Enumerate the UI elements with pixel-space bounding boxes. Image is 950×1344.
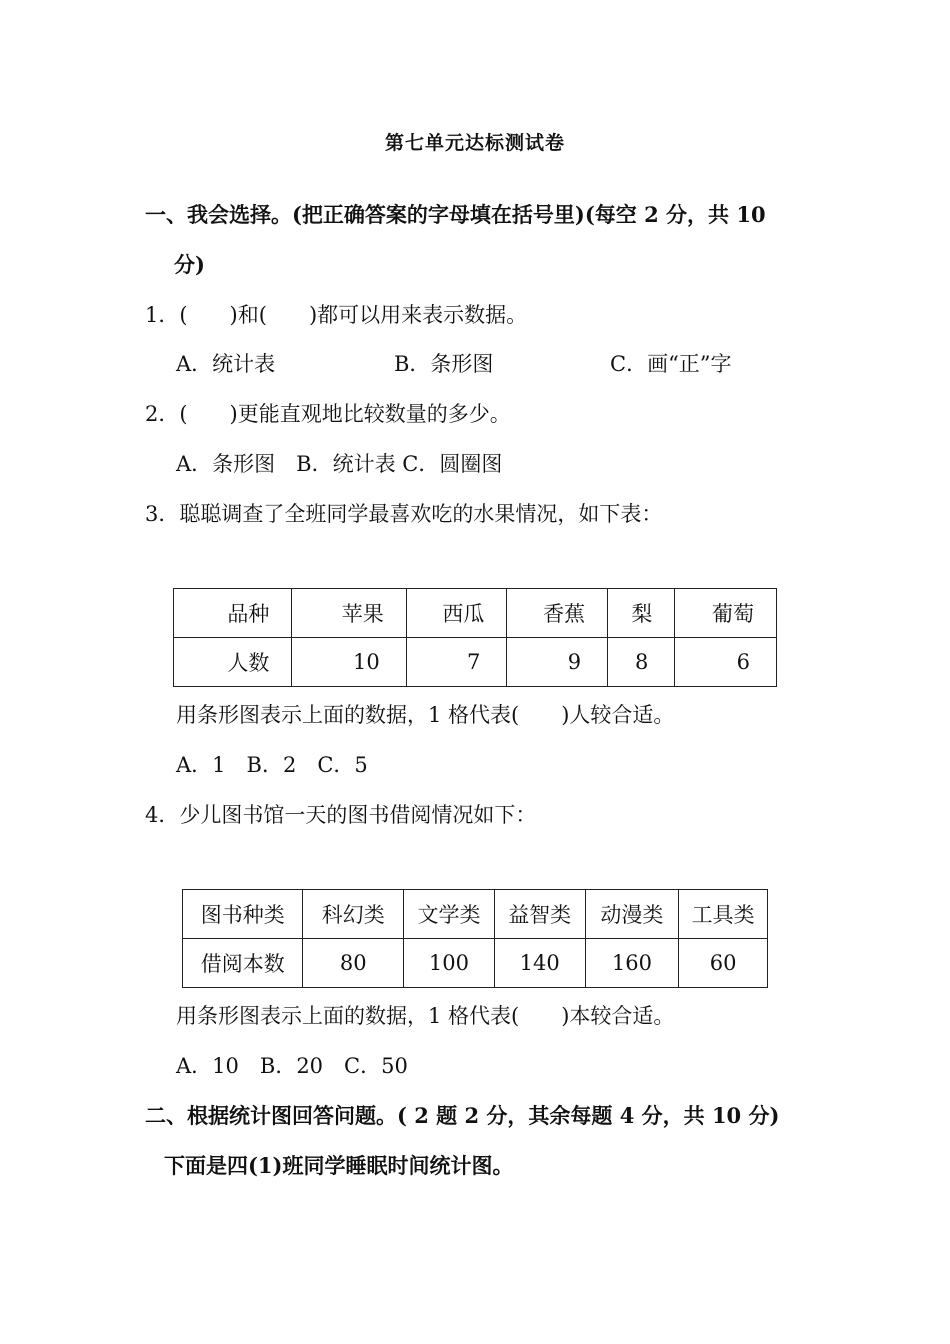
q3-question: 用条形图表示上面的数据，1 格代表( )人较合适。	[176, 703, 675, 727]
table-cell: 8	[608, 638, 675, 687]
page-title: 第七单元达标测试卷	[384, 132, 565, 154]
section2-heading: 二、根据统计图回答问题。( 2 题 2 分，其余每题 4 分，共 10 分)	[145, 1103, 780, 1128]
table-cell: 80	[303, 939, 404, 988]
table-cell: 梨	[608, 589, 675, 638]
q4-question: 用条形图表示上面的数据，1 格代表( )本较合适。	[176, 1004, 675, 1028]
section2-intro: 下面是四(1)班同学睡眠时间统计图。	[164, 1153, 514, 1178]
table-row	[183, 939, 768, 988]
table-cell: 140	[494, 939, 585, 988]
section1-heading-cont: 分)	[174, 252, 205, 277]
table-cell: 工具类	[679, 890, 768, 939]
q1-option-a: A．统计表	[176, 352, 276, 376]
q1-stem: 1．( )和( )都可以用来表示数据。	[145, 303, 528, 327]
library-table	[182, 889, 768, 988]
table-cell: 文学类	[404, 890, 495, 939]
section1-heading: 一、我会选择。(把正确答案的字母填在括号里)(每空 2 分，共 10	[145, 202, 766, 227]
q3-stem: 3．聪聪调查了全班同学最喜欢吃的水果情况，如下表：	[145, 502, 663, 526]
table-row	[174, 589, 777, 638]
q1-options	[176, 348, 776, 380]
fruit-table	[173, 588, 777, 687]
table-cell: 西瓜	[406, 589, 507, 638]
table-cell: 图书种类	[183, 890, 303, 939]
table-cell: 6	[675, 638, 777, 687]
table-cell: 品种	[174, 589, 292, 638]
q1-option-c: C．画“正”字	[610, 352, 732, 376]
table-row	[174, 638, 777, 687]
table-cell: 10	[292, 638, 406, 687]
table-cell: 借阅本数	[183, 939, 303, 988]
table-cell: 益智类	[494, 890, 585, 939]
q3-options: A．1 B．2 C．5	[176, 753, 368, 777]
q4-options: A．10 B．20 C．50	[176, 1054, 408, 1078]
table-cell: 动漫类	[585, 890, 679, 939]
table-cell: 160	[585, 939, 679, 988]
q4-stem: 4．少儿图书馆一天的图书借阅情况如下：	[145, 803, 537, 827]
table-cell: 香蕉	[507, 589, 608, 638]
table-cell: 9	[507, 638, 608, 687]
q2-stem: 2．( )更能直观地比较数量的多少。	[145, 402, 511, 426]
q2-options: A．条形图 B．统计表 C．圆圈图	[176, 452, 503, 476]
q1-option-b: B．条形图	[394, 352, 494, 376]
table-cell: 100	[404, 939, 495, 988]
table-cell: 人数	[174, 638, 292, 687]
table-cell: 7	[406, 638, 507, 687]
table-cell: 科幻类	[303, 890, 404, 939]
table-cell: 60	[679, 939, 768, 988]
table-cell: 葡萄	[675, 589, 777, 638]
table-cell: 苹果	[292, 589, 406, 638]
table-row	[183, 890, 768, 939]
